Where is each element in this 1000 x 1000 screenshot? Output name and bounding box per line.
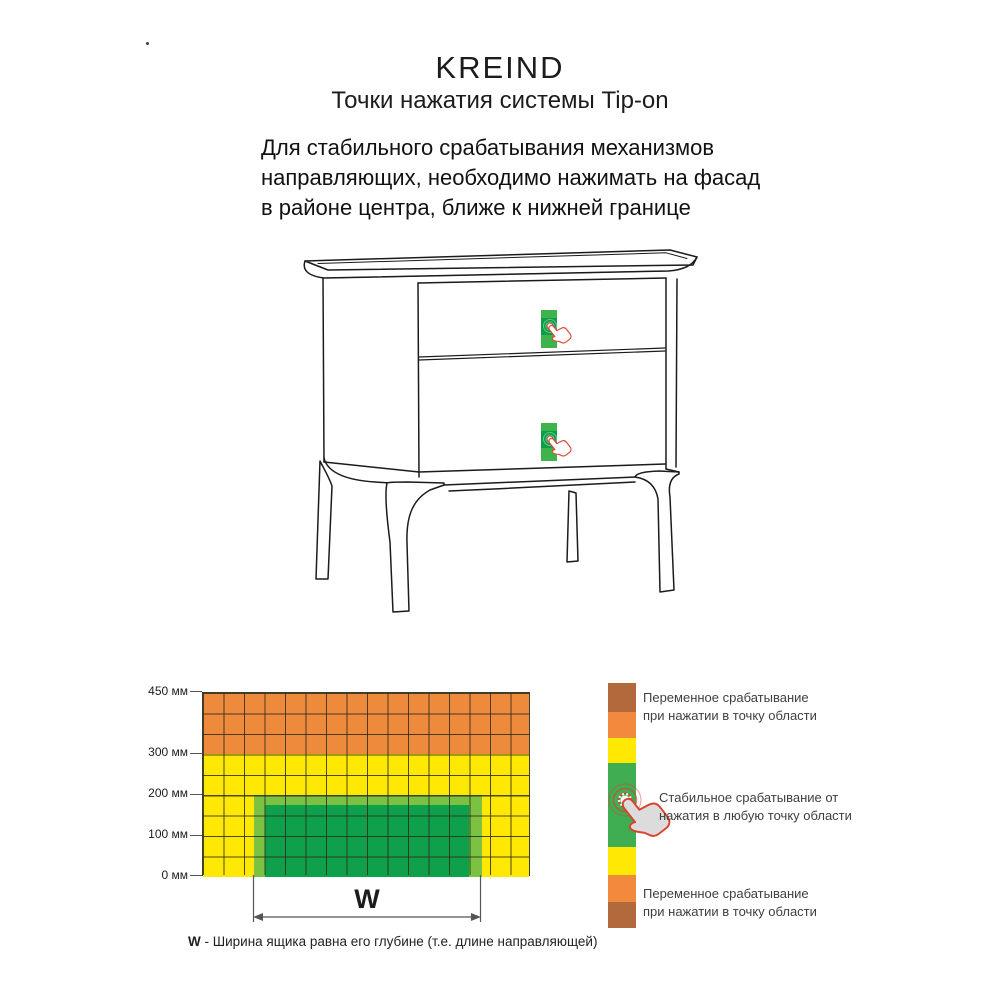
front-rail [444, 477, 637, 491]
width-label: W [354, 884, 380, 914]
front-top-edge [418, 278, 666, 283]
legend-segment-brown-bottom [608, 902, 636, 928]
axis-label-450: 450 мм [148, 684, 188, 698]
tick-300 [190, 753, 202, 754]
footnote-w: W [188, 934, 201, 949]
legend-segment-brown-top [608, 683, 636, 712]
grid-lines [203, 693, 529, 875]
front-left-leg [386, 482, 444, 612]
nightstand-drawing [280, 240, 720, 640]
legend-line: Переменное срабатывание [643, 690, 809, 705]
tick-200 [190, 794, 202, 795]
legend-segment-orange-bottom [608, 875, 636, 902]
front-bottom-edge [419, 464, 665, 472]
press-point-top-drawer [541, 310, 573, 348]
description-line: направляющих, необходимо нажимать на фасад [261, 165, 761, 190]
cabinet-top [305, 250, 697, 270]
footnote-text: - Ширина ящика равна его глубине (т.е. длине направляющей) [200, 934, 598, 949]
legend-segment-yellow-top [608, 738, 636, 763]
left-apron [324, 458, 390, 483]
description-line: в районе центра, ближе к нижней границе [261, 195, 691, 220]
press-point-bottom-drawer [541, 423, 573, 461]
page-subtitle: Точки нажатия системы Tip-on [331, 87, 669, 114]
brand-title: KREIND [435, 50, 565, 85]
legend-line: нажатия в любую точку области [659, 807, 852, 823]
front-right-leg [635, 471, 679, 592]
legend-item-stable [659, 789, 852, 824]
rear-left-leg [316, 461, 332, 579]
press-zone-grid [202, 692, 530, 876]
legend-line: при нажатии в точку области [643, 903, 817, 919]
footnote [188, 934, 708, 949]
legend-item-variable-top [643, 689, 817, 724]
tick-100 [190, 835, 202, 836]
legend-segment-orange-top [608, 712, 636, 738]
tick-450 [190, 691, 202, 692]
right-edge-outer [676, 279, 677, 467]
legend-line: Переменное срабатывание [643, 886, 809, 901]
tick-0 [190, 875, 202, 876]
legend-line: Стабильное срабатывание от [659, 790, 839, 805]
rear-right-leg [567, 491, 578, 562]
axis-label-200: 200 мм [148, 786, 188, 800]
legend-line: при нажатии в точку области [643, 707, 817, 723]
drawer-divider [419, 348, 665, 360]
corner-edge [418, 283, 419, 477]
side-bottom-edge [324, 462, 419, 472]
stray-dot [146, 42, 149, 45]
legend-item-variable-bottom [643, 885, 817, 920]
description-line: Для стабильного срабатывания механизмов [261, 135, 715, 160]
axis-label-100: 100 мм [148, 827, 188, 841]
molding-bottom-line [324, 271, 668, 278]
description-paragraph [261, 133, 761, 223]
axis-label-300: 300 мм [148, 745, 188, 759]
axis-label-0: 0 мм [161, 868, 188, 882]
side-left-edge [323, 278, 324, 462]
